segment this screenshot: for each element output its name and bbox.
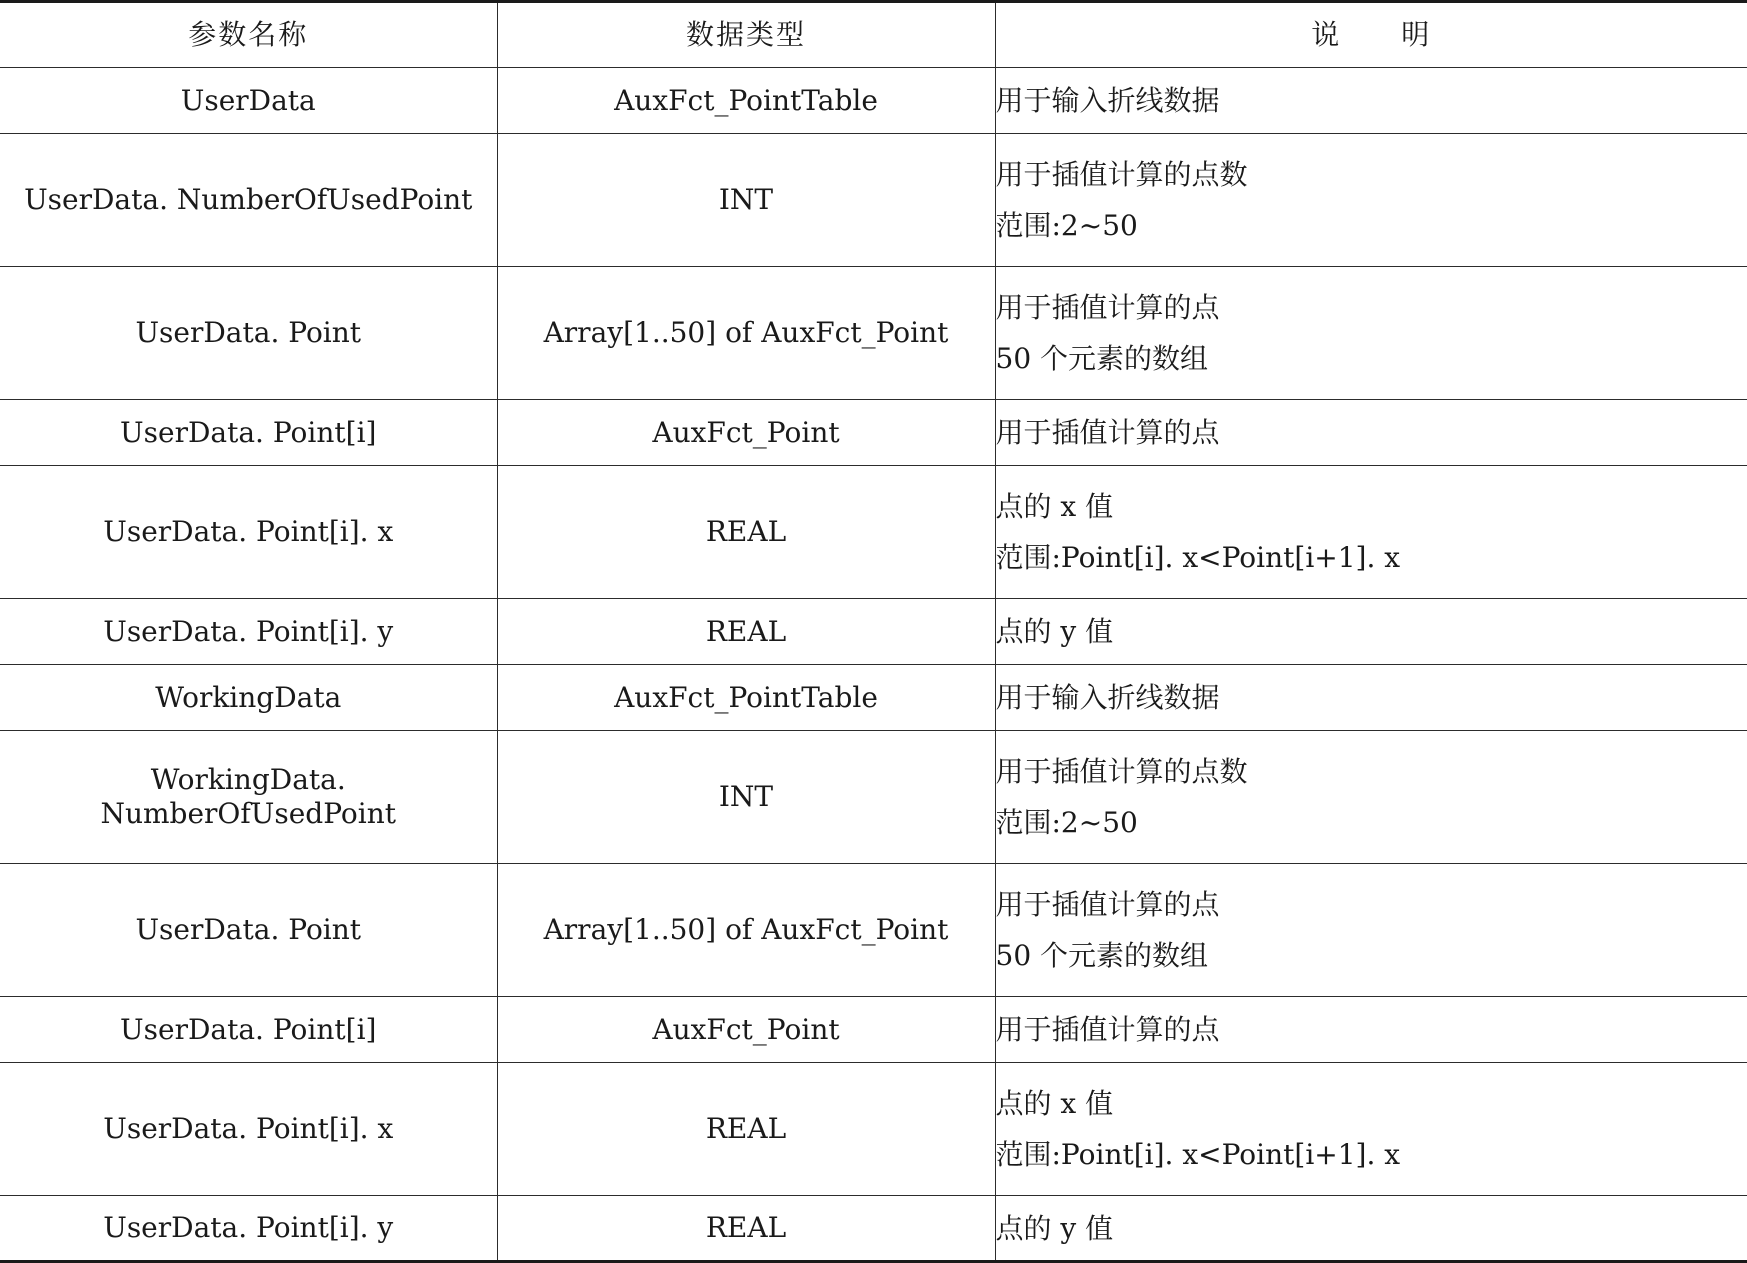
description-line: 范围:Point[i]. x<Point[i+1]. x — [995, 1138, 1401, 1171]
header-description: 说 明 — [995, 2, 1747, 68]
table-row — [0, 400, 1747, 466]
data-type-cell: AuxFct_PointTable — [497, 68, 995, 134]
description-cell — [995, 1063, 1747, 1196]
description-cell — [995, 864, 1747, 997]
description-cell — [995, 599, 1747, 665]
description-cell — [995, 665, 1747, 731]
description-line: 用于插值计算的点 — [995, 291, 1220, 324]
table-row — [0, 731, 1747, 864]
param-name-cell: UserData. Point[i]. x — [0, 1063, 497, 1196]
description-cell — [995, 68, 1747, 134]
header-param-name: 参数名称 — [0, 2, 497, 68]
param-name-cell: UserData. Point[i] — [0, 997, 497, 1063]
table-row — [0, 599, 1747, 665]
description-cell — [995, 400, 1747, 466]
table-row — [0, 665, 1747, 731]
data-type-cell: INT — [497, 731, 995, 864]
table-body — [0, 68, 1747, 1262]
param-name-cell: UserData. Point[i] — [0, 400, 497, 466]
param-name-cell: WorkingData. NumberOfUsedPoint — [0, 731, 497, 864]
param-name-cell: UserData. Point — [0, 267, 497, 400]
table-row — [0, 134, 1747, 267]
param-name-cell: UserData. Point[i]. y — [0, 1196, 497, 1262]
description-line: 用于插值计算的点 — [995, 416, 1220, 449]
table-row — [0, 1196, 1747, 1262]
param-name-cell: WorkingData — [0, 665, 497, 731]
description-line: 50 个元素的数组 — [995, 342, 1209, 375]
table-row — [0, 267, 1747, 400]
description-line: 用于插值计算的点数 — [995, 158, 1248, 191]
description-cell — [995, 997, 1747, 1063]
description-line: 用于输入折线数据 — [995, 84, 1220, 117]
param-name-cell: UserData. Point[i]. x — [0, 466, 497, 599]
data-type-cell: AuxFct_PointTable — [497, 665, 995, 731]
header-data-type: 数据类型 — [497, 2, 995, 68]
data-type-cell: REAL — [497, 1196, 995, 1262]
data-type-cell: AuxFct_Point — [497, 400, 995, 466]
table-row — [0, 864, 1747, 997]
table-row — [0, 1063, 1747, 1196]
description-line: 用于插值计算的点 — [995, 1013, 1220, 1046]
description-cell — [995, 731, 1747, 864]
param-name-cell: UserData — [0, 68, 497, 134]
description-line: 范围:Point[i]. x<Point[i+1]. x — [995, 541, 1401, 574]
data-type-cell: REAL — [497, 599, 995, 665]
data-type-cell: AuxFct_Point — [497, 997, 995, 1063]
data-type-cell: REAL — [497, 466, 995, 599]
description-line: 点的 y 值 — [995, 615, 1114, 648]
param-name-cell: UserData. NumberOfUsedPoint — [0, 134, 497, 267]
table-row — [0, 68, 1747, 134]
param-name-cell: UserData. Point — [0, 864, 497, 997]
data-type-cell: REAL — [497, 1063, 995, 1196]
table-row — [0, 997, 1747, 1063]
table-row — [0, 466, 1747, 599]
description-line: 范围:2~50 — [995, 806, 1138, 839]
description-line: 范围:2~50 — [995, 209, 1138, 242]
description-line: 用于插值计算的点 — [995, 888, 1220, 921]
data-type-cell: Array[1..50] of AuxFct_Point — [497, 864, 995, 997]
description-line: 点的 x 值 — [995, 1087, 1114, 1120]
description-line: 用于插值计算的点数 — [995, 755, 1248, 788]
description-line: 点的 x 值 — [995, 490, 1114, 523]
description-line: 点的 y 值 — [995, 1211, 1114, 1245]
description-cell — [995, 134, 1747, 267]
description-cell — [995, 466, 1747, 599]
param-name-cell: UserData. Point[i]. y — [0, 599, 497, 665]
description-line: 50 个元素的数组 — [995, 939, 1209, 972]
description-line: 用于输入折线数据 — [995, 681, 1220, 714]
table-header-row — [0, 2, 1747, 68]
data-type-cell: INT — [497, 134, 995, 267]
data-type-cell: Array[1..50] of AuxFct_Point — [497, 267, 995, 400]
description-cell — [995, 1196, 1747, 1262]
description-cell — [995, 267, 1747, 400]
